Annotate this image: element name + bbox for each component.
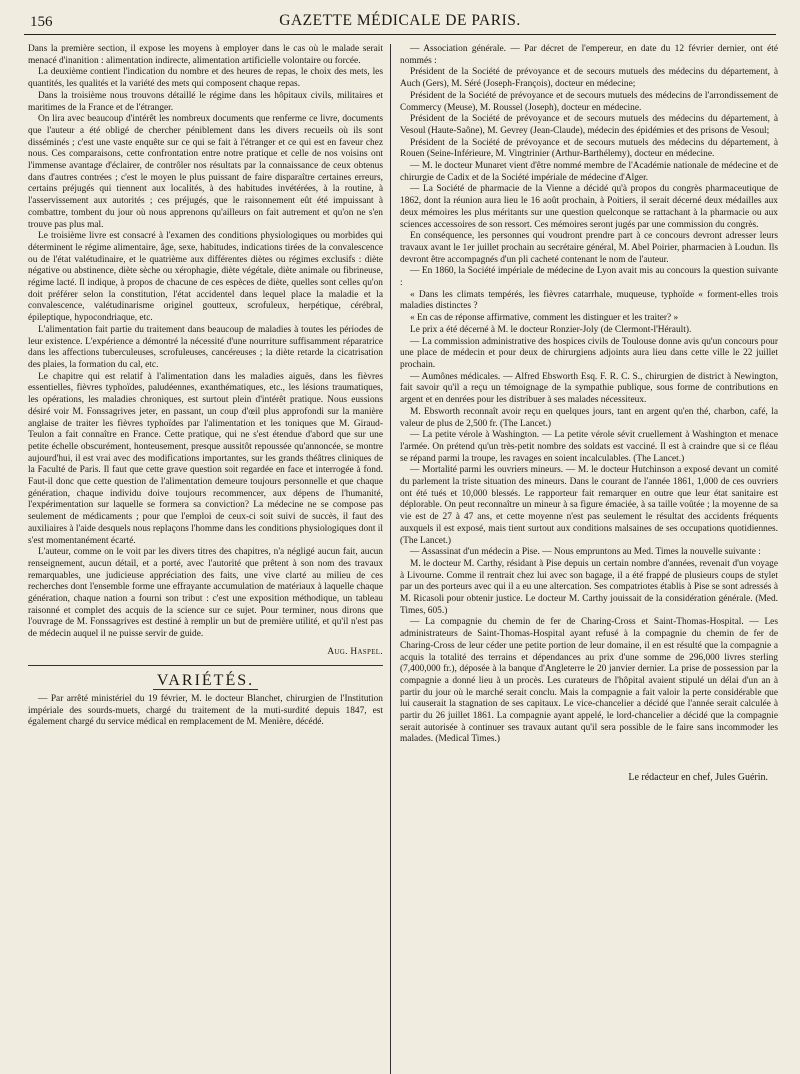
news-item: M. le docteur M. Carthy, résidant à Pise depuis un certain nombre d'années, revenait d'un voyage à Livourne. Comme il rentrait chez lui avec son bagage, il a été frappé de plusieurs coups de stylet par un des porteurs avec qui il a eu une altercation. Ses compatriotes établis à Pise se sont adressés à M. Ricasoli pour obtenir justice. Le docteur M. Carthy jouissait de la considération générale. (Med. Times, 605.) (400, 558, 778, 616)
section-divider (28, 665, 383, 666)
varietes-title: VARIÉTÉS. (153, 672, 258, 690)
left-paragraph: Dans la première section, il expose les moyens à employer dans le cas où le malade serait menacé d'inanition : alimentation indirecte, alimentation artificielle volontaire ou forcée. (28, 44, 383, 66)
column-rule (390, 44, 391, 1074)
left-paragraph: On lira avec beaucoup d'intérêt les nombreux documents que renferme ce livre, documents que l'auteur a été obligé de chercher péniblement dans les divers recueils où ils sont disséminés ; c'est une vaste enquête sur ce qui se fait à l'étranger et ce qui est en faveur chez nous. Ces comparaisons, cette confrontation entre notre pratique et celle de nos voisins ont l'immense avantage d'éclairer, de contrôler nos résultats par la connaissance de ceux obtenus dans d'autres contrées ; c'est le moyen le plus puissant de faire disparaître certaines erreurs, certains préjugés qui tiennent aux localités, à des habitudes invétérées, à la routine, à l'asservissement aux autorités ; ces préjugés, que le raisonnement eût été impuissant à combattre, tombent du jour où nous apprenons qu'ailleurs on fait autrement et qu'on ne s'en trouve pas plus mal. (28, 114, 383, 230)
signature: Aug. Haspel. (327, 646, 383, 657)
columns (28, 44, 776, 1066)
news-item: Président de la Société de prévoyance et de secours mutuels des médecins du département, à Rouen (Seine-Inférieure, M. Vingtrinier (Arthur-Barthélemy), docteur en médecine. (400, 137, 778, 160)
news-item: Président de la Société de prévoyance et de secours mutuels des médecins du département, à Vesoul (Haute-Saône), M. Gevrey (Jean-Claude), médecin des épidémies et des prisons de Vesoul; (400, 114, 778, 136)
news-item: — La petite vérole à Washington. — La petite vérole sévit cruellement à Washington et menace l'armée. On prétend qu'un très-petit nombre des soldats est vacciné. Il est à craindre que si ce fléau se répand parmi la troupe, les ravages en soient incalculables. (The Lancet.) (400, 430, 778, 464)
news-item: — Aumônes médicales. — Alfred Ebsworth Esq. F. R. C. S., chirurgien de district à Newington, fait savoir qu'il a reçu un témoignage de la sympathie publique, sous forme de contributions en argent et en denrées pour les distribuer à ses malades nécessiteux. (400, 371, 778, 406)
news-item: — Association générale. — Par décret de l'empereur, en date du 12 février dernier, ont été nommés : (400, 44, 778, 66)
left-paragraph: L'auteur, comme on le voit par les divers titres des chapitres, n'a négligé aucun fait, aucun renseignement, aucun détail, et a porté, avec l'autorité que prêtent à son nom des travaux remarquables, une judicieuse appréciation des faits, une vive clarté au milieu de ces recherches dont l'ensemble forme une effrayante accumulation de matériaux à laquelle chaque génération, chaque nation a fourni son tribut : c'est une exposition méthodique, un tableau raisonné et complet des acquis de la science sur ce sujet. Pour terminer, nous dirons que l'ouvrage de M. Fonssagrives est destiné à remplir un but de première utilité, et qu'il n'est pas de médecin auquel il ne puisse servir de guide. (28, 547, 383, 640)
left-paragraph: L'alimentation fait partie du traitement dans beaucoup de maladies à toutes les périodes de leur existence. L'expérience a démontré la nécessité d'une nourriture suffisamment réparatrice dans les affections tuberculeuses, scrofuleuses, cancéreuses ; la diète retarde la cicatrisation des plaies, la formation du cal, etc. (28, 324, 383, 370)
right-column (400, 44, 778, 1066)
page-header (24, 8, 776, 35)
varietes-heading (28, 672, 383, 690)
news-item: — La Société de pharmacie de la Vienne a décidé qu'à propos du congrès pharmaceutique de 1862, dont la réunion aura lieu le 16 août prochain, à Poitiers, il serait décerné deux médailles aux deux mémoires les plus méritants sur une question quelconque se rattachant à la pharmacie ou aux sciences accessoires de son ressort. Ces mémoires seront jugés par une commission du congrès. (400, 184, 778, 230)
left-paragraph: Le troisième livre est consacré à l'examen des conditions physiologiques ou morbides qui déterminent le régime alimentaire, âge, sexe, habitudes, indications tirées de la convalescence ou de l'état valétudinaire, et le quatrième aux différentes diètes ou régimes exclusifs : diète négative ou abstinence, diète sèche ou xérophagie, diète végétale, diète animale ou fibrineuse, régime lacté. Il indique, à propos de chacune de ces espèces de diète, quelles sont celles qu'on doit préférer selon la constitution, l'état accidentel dans lequel place la maladie et la convalescence, valétudinarisme originel goutteux, scrofuleux, herpétique, cérébral, épileptique, hypocondriaque, etc. (28, 231, 383, 324)
left-paragraph: Dans la troisième nous trouvons détaillé le régime dans les hôpitaux civils, militaires et maritimes de la France et de l'étranger. (28, 90, 383, 113)
editor-signature: Le rédacteur en chef, Jules Guérin. (628, 772, 768, 784)
newspaper-page (24, 8, 776, 1066)
news-item: Président de la Société de prévoyance et de secours mutuels des médecins de l'arrondissement de Commercy (Meuse), M. Roussel (Joseph), docteur en médecine. (400, 90, 778, 113)
news-item: — Assassinat d'un médecin a Pise. — Nous empruntons au Med. Times la nouvelle suivante : (410, 547, 761, 558)
journal-title: GAZETTE MÉDICALE DE PARIS. (279, 12, 521, 29)
news-item: — M. le docteur Munaret vient d'être nommé membre de l'Académie nationale de médecine et de chirurgie de Cadix et de la Société impériale de médecine d'Alger. (400, 161, 778, 183)
news-item: — La compagnie du chemin de fer de Charing-Cross et Saint-Thomas-Hospital. — Les administrateurs de Saint-Thomas-Hospital ayant refusé à la compagnie du chemin de fer de Charing-Cross de leur céder une petite portion de leur domaine, il en est résulté que la compagnie a acquis la totalité des terrains et dépendances au prix d'une somme de 296,000 livres sterling (7,400,000 fr.), déposée à la banque d'Angleterre le 20 janvier dernier. La prise de possession par la compagnie a donné lieu à un procès. Les curateurs de l'hôpital avaient stipulé un délai d'un an à partir du jour où le marché serait conclu. Mais la compagnie a fait valoir la perte considérable que lui causerait la stagnation de ses capitaux. Le vice-chancelier a décidé que l'année serait calculée à partir du 26 juillet 1861. La compagnie ayant appelé, le lord-chancelier a décidé que la compagnie serait autorisée à continuer ses travaux autant qu'il sera possible de le faire sans incommoder les malades. (Medical Times.) (400, 617, 778, 745)
news-item: Le prix a été décerné à M. le docteur Ronzier-Joly (de Clermont-l'Hérault). (410, 324, 692, 335)
left-column (28, 44, 383, 1066)
news-item: — Mortalité parmi les ouvriers mineurs. — M. le docteur Hutchinson a exposé devant un comité du parlement la triste situation des mineurs. Dans le courant de l'année 1861, 1,000 de ces ouvriers ont été tués et 10,000 blessés. Le rapporteur fait remarquer en outre que leur état sanitaire est déplorable. On peut reconnaître un mineur à sa figure émaciée, à sa taille voûtée ; la moyenne de sa vie est de 27 à 47 ans, et cette moyenne n'est pas seulement le résultat des accidents fréquents auxquels il est exposé, mais tient surtout aux conditions malsaines de ses occupations quotidiennes. (The Lancet.) (400, 465, 778, 546)
news-item: « En cas de réponse affirmative, comment les distinguer et les traiter? » (410, 313, 679, 324)
news-item: « Dans les climats tempérés, les fièvres catarrhale, muqueuse, typhoïde « forment-elles trois maladies distinctes ? (400, 289, 778, 312)
news-item: M. Ebsworth reconnaît avoir reçu en quelques jours, tant en argent qu'en thé, charbon, café, la valeur de plus de 2,500 fr. (The Lancet.) (400, 406, 778, 429)
news-item: — En 1860, la Société impériale de médecine de Lyon avait mis au concours la question suivante : (400, 266, 778, 289)
page-number: 156 (30, 14, 53, 30)
news-item: En conséquence, les personnes qui voudront prendre part à ce concours devront adresser leurs travaux avant le 1er juillet prochain au secrétaire général, M. Abel Poirier, pharmacien à Loudun. Ils devront être accompagnés d'un pli cacheté contenant le nom de l'auteur. (400, 231, 778, 265)
left-paragraph: Le chapitre qui est relatif à l'alimentation dans les maladies aiguës, dans les fièvres essentielles, fièvres typhoïdes, paludéennes, exanthématiques, etc., les lésions traumatiques, les opérations, les maladies chroniques, est surtout plein d'intérêt pratique. Nous eussions désiré voir M. Fonssagrives jeter, en passant, un coup d'œil plus approfondi sur la manière anglaise de traiter les fièvres typhoïdes par l'alimentation et les toniques que M. Giraud-Teulon a fait connaître en France. Cette pratique, qui ne s'est étendue d'abord que sur une petite échelle obscurément, honteusement, presque aussitôt repoussée qu'annoncée, se montre aujourd'hui, il est vrai avec des modifications importantes, sur les grands théâtres cliniques de la Faculté de Paris. Il faut que cette grave question soit regardée en face et interrogée à fond. Faut-il donc que cette question de l'alimentation demeure toujours personnelle et que chaque génération, chaque individu doive toujours recommencer, aux dépens de l'humanité, l'expérimentation sur laquelle se formera sa conviction? La médecine ne se compose pas seulement de médicaments ; pour que l'emploi de ceux-ci soit suivi de succès, il faut des auxiliaires à l'aide desquels nous replaçons l'homme dans les conditions physiologiques dont il s'est momentanément écarté. (28, 371, 383, 546)
news-item: — La commission administrative des hospices civils de Toulouse donne avis qu'un concours pour une place de médecin et pour deux de chirurgiens adjoints aura lieu dans cette ville le 22 juillet prochain. (400, 336, 778, 370)
news-item: Président de la Société de prévoyance et de secours mutuels des médecins du département, à Auch (Gers), M. Séré (Joseph-François), docteur en médecine; (400, 67, 778, 90)
varietes-paragraph: — Par arrêté ministériel du 19 février, M. le docteur Blanchet, chirurgien de l'Institution impériale des sourds-muets, chargé du traitement de la muti-surdité depuis 1847, est également chargé du service médical en remplacement de M. Menière, décédé. (28, 693, 383, 728)
left-paragraph: La deuxième contient l'indication du nombre et des heures de repas, le choix des mets, les quantités, les qualités et la variété des mets qui composent chaque repas. (28, 67, 383, 90)
